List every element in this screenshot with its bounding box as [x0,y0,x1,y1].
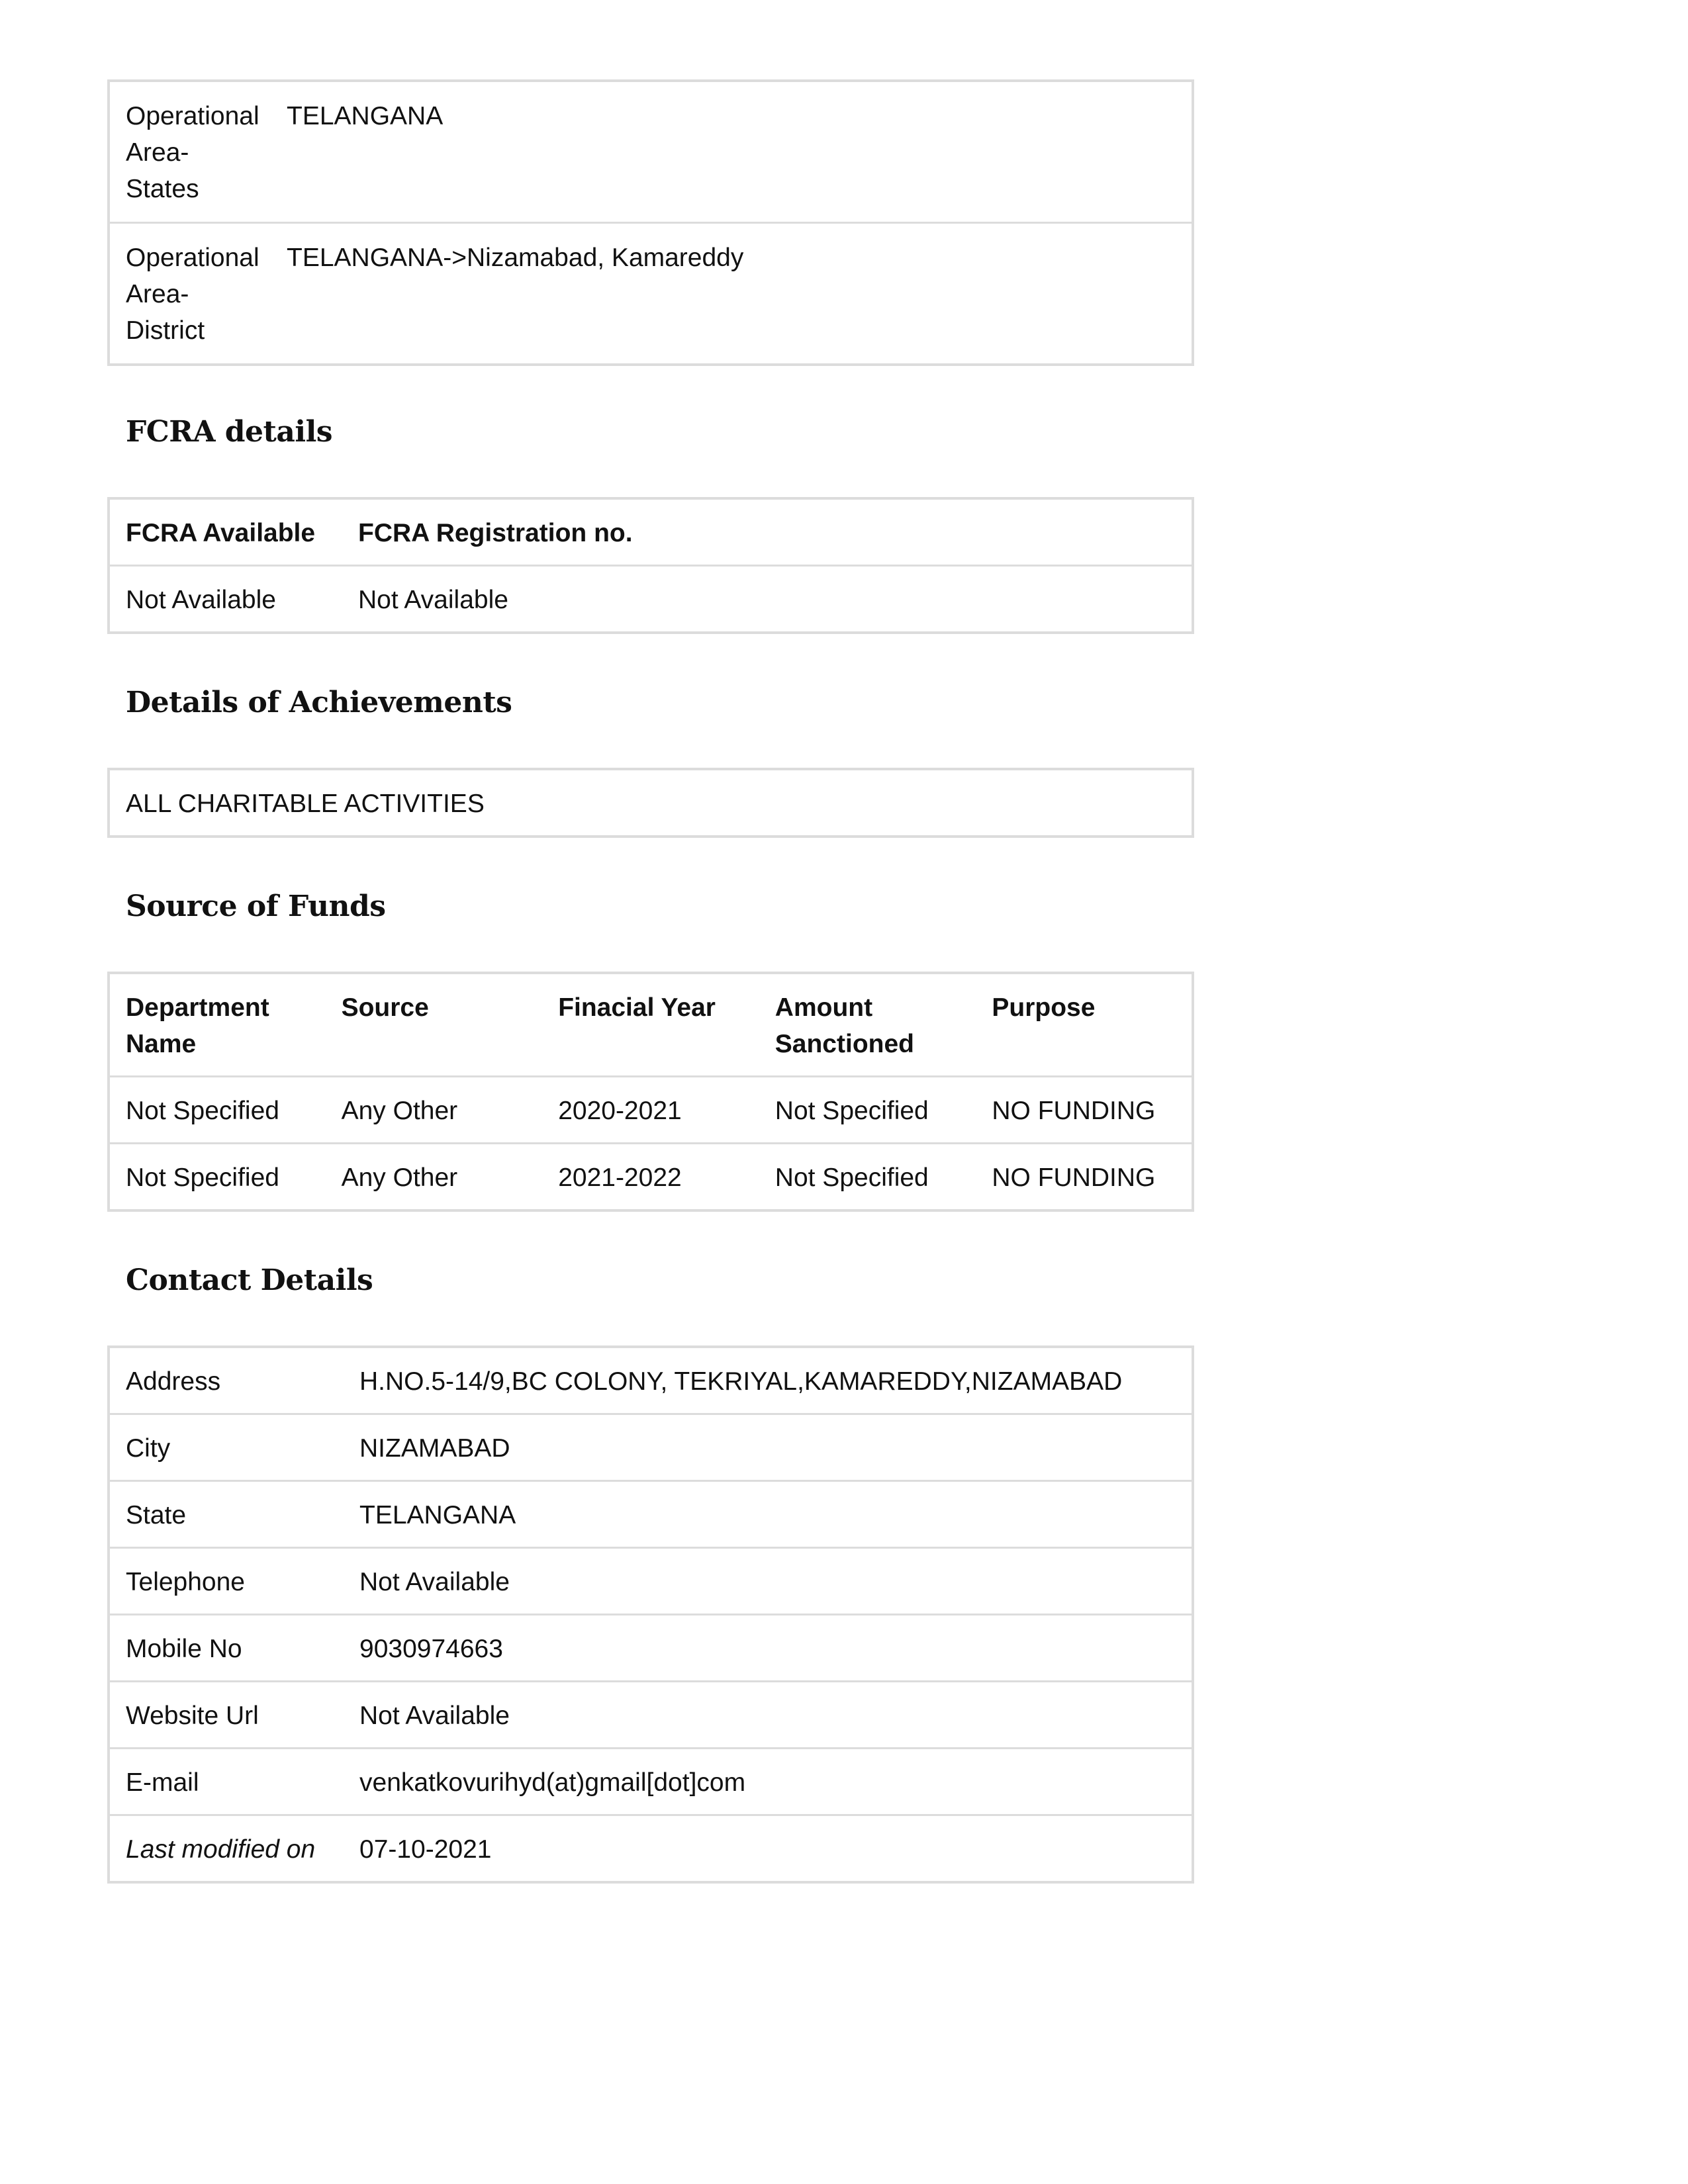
operational-states-value: TELANGANA [287,102,444,130]
telephone-value: Not Available [344,1548,1193,1615]
table-row [109,1347,1193,1414]
achievements-table [107,768,1194,838]
fcra-registration-header: FCRA Registration no. [358,519,633,547]
fcra-available-value: Not Available [109,566,342,633]
purpose-cell: NO FUNDING [976,1077,1193,1144]
address-label: Address [126,1367,221,1396]
operational-district-value: TELANGANA->Nizamabad, Kamareddy [271,223,1193,365]
table-row [109,1682,1193,1749]
department-name-header: Department Name [126,993,269,1058]
fcra-heading: FCRA details [126,415,333,449]
table-row [109,769,1193,837]
department-name-cell: Not Specified [109,1077,326,1144]
last-modified-label: Last modified on [109,1815,344,1883]
last-modified-value: 07-10-2021 [344,1815,1193,1883]
funds-heading: Source of Funds [126,889,386,923]
table-row [109,1815,1193,1883]
document-page [107,79,1194,1884]
table-row [109,81,1193,223]
address-value: H.NO.5-14/9,BC COLONY, TEKRIYAL,KAMAREDDY,NIZAMABAD [359,1367,1123,1396]
fcra-registration-value: Not Available [342,566,1193,633]
table-row [109,1615,1193,1682]
table-row [109,1749,1193,1815]
table-row [109,1144,1193,1211]
city-value: NIZAMABAD [344,1414,1193,1481]
amount-sanctioned-header: Amount Sanctioned [774,993,914,1058]
financial-year-cell: 2021-2022 [542,1144,759,1211]
operational-area-table [107,79,1194,366]
state-value: TELANGANA [344,1481,1193,1548]
operational-states-label: Operational Area- States [126,102,259,203]
table-row [109,1414,1193,1481]
email-label: E-mail [109,1749,344,1815]
source-cell: Any Other [326,1077,543,1144]
financial-year-header: Finacial Year [558,993,716,1022]
table-row [109,1481,1193,1548]
source-cell: Any Other [326,1144,543,1211]
table-row [109,1077,1193,1144]
table-header-row [109,973,1193,1077]
contact-heading: Contact Details [126,1263,373,1297]
website-value: Not Available [344,1682,1193,1749]
website-label: Website Url [109,1682,344,1749]
fcra-available-header: FCRA Available [126,519,316,547]
department-name-cell: Not Specified [109,1144,326,1211]
operational-district-label: Operational Area- District [109,223,271,365]
contact-table [107,1345,1194,1884]
table-header-row [109,498,1193,566]
state-label: State [109,1481,344,1548]
mobile-label: Mobile No [109,1615,344,1682]
source-header: Source [341,993,429,1022]
achievements-heading: Details of Achievements [126,686,512,719]
purpose-header: Purpose [992,993,1096,1022]
city-label: City [109,1414,344,1481]
purpose-cell: NO FUNDING [976,1144,1193,1211]
table-row [109,223,1193,365]
amount-sanctioned-cell: Not Specified [759,1077,976,1144]
achievements-text: ALL CHARITABLE ACTIVITIES [126,790,485,818]
telephone-label: Telephone [109,1548,344,1615]
email-value: venkatkovurihyd(at)gmail[dot]com [344,1749,1193,1815]
funds-table [107,972,1194,1212]
fcra-table [107,497,1194,634]
financial-year-cell: 2020-2021 [542,1077,759,1144]
table-row [109,566,1193,633]
mobile-value: 9030974663 [344,1615,1193,1682]
table-row [109,1548,1193,1615]
amount-sanctioned-cell: Not Specified [759,1144,976,1211]
